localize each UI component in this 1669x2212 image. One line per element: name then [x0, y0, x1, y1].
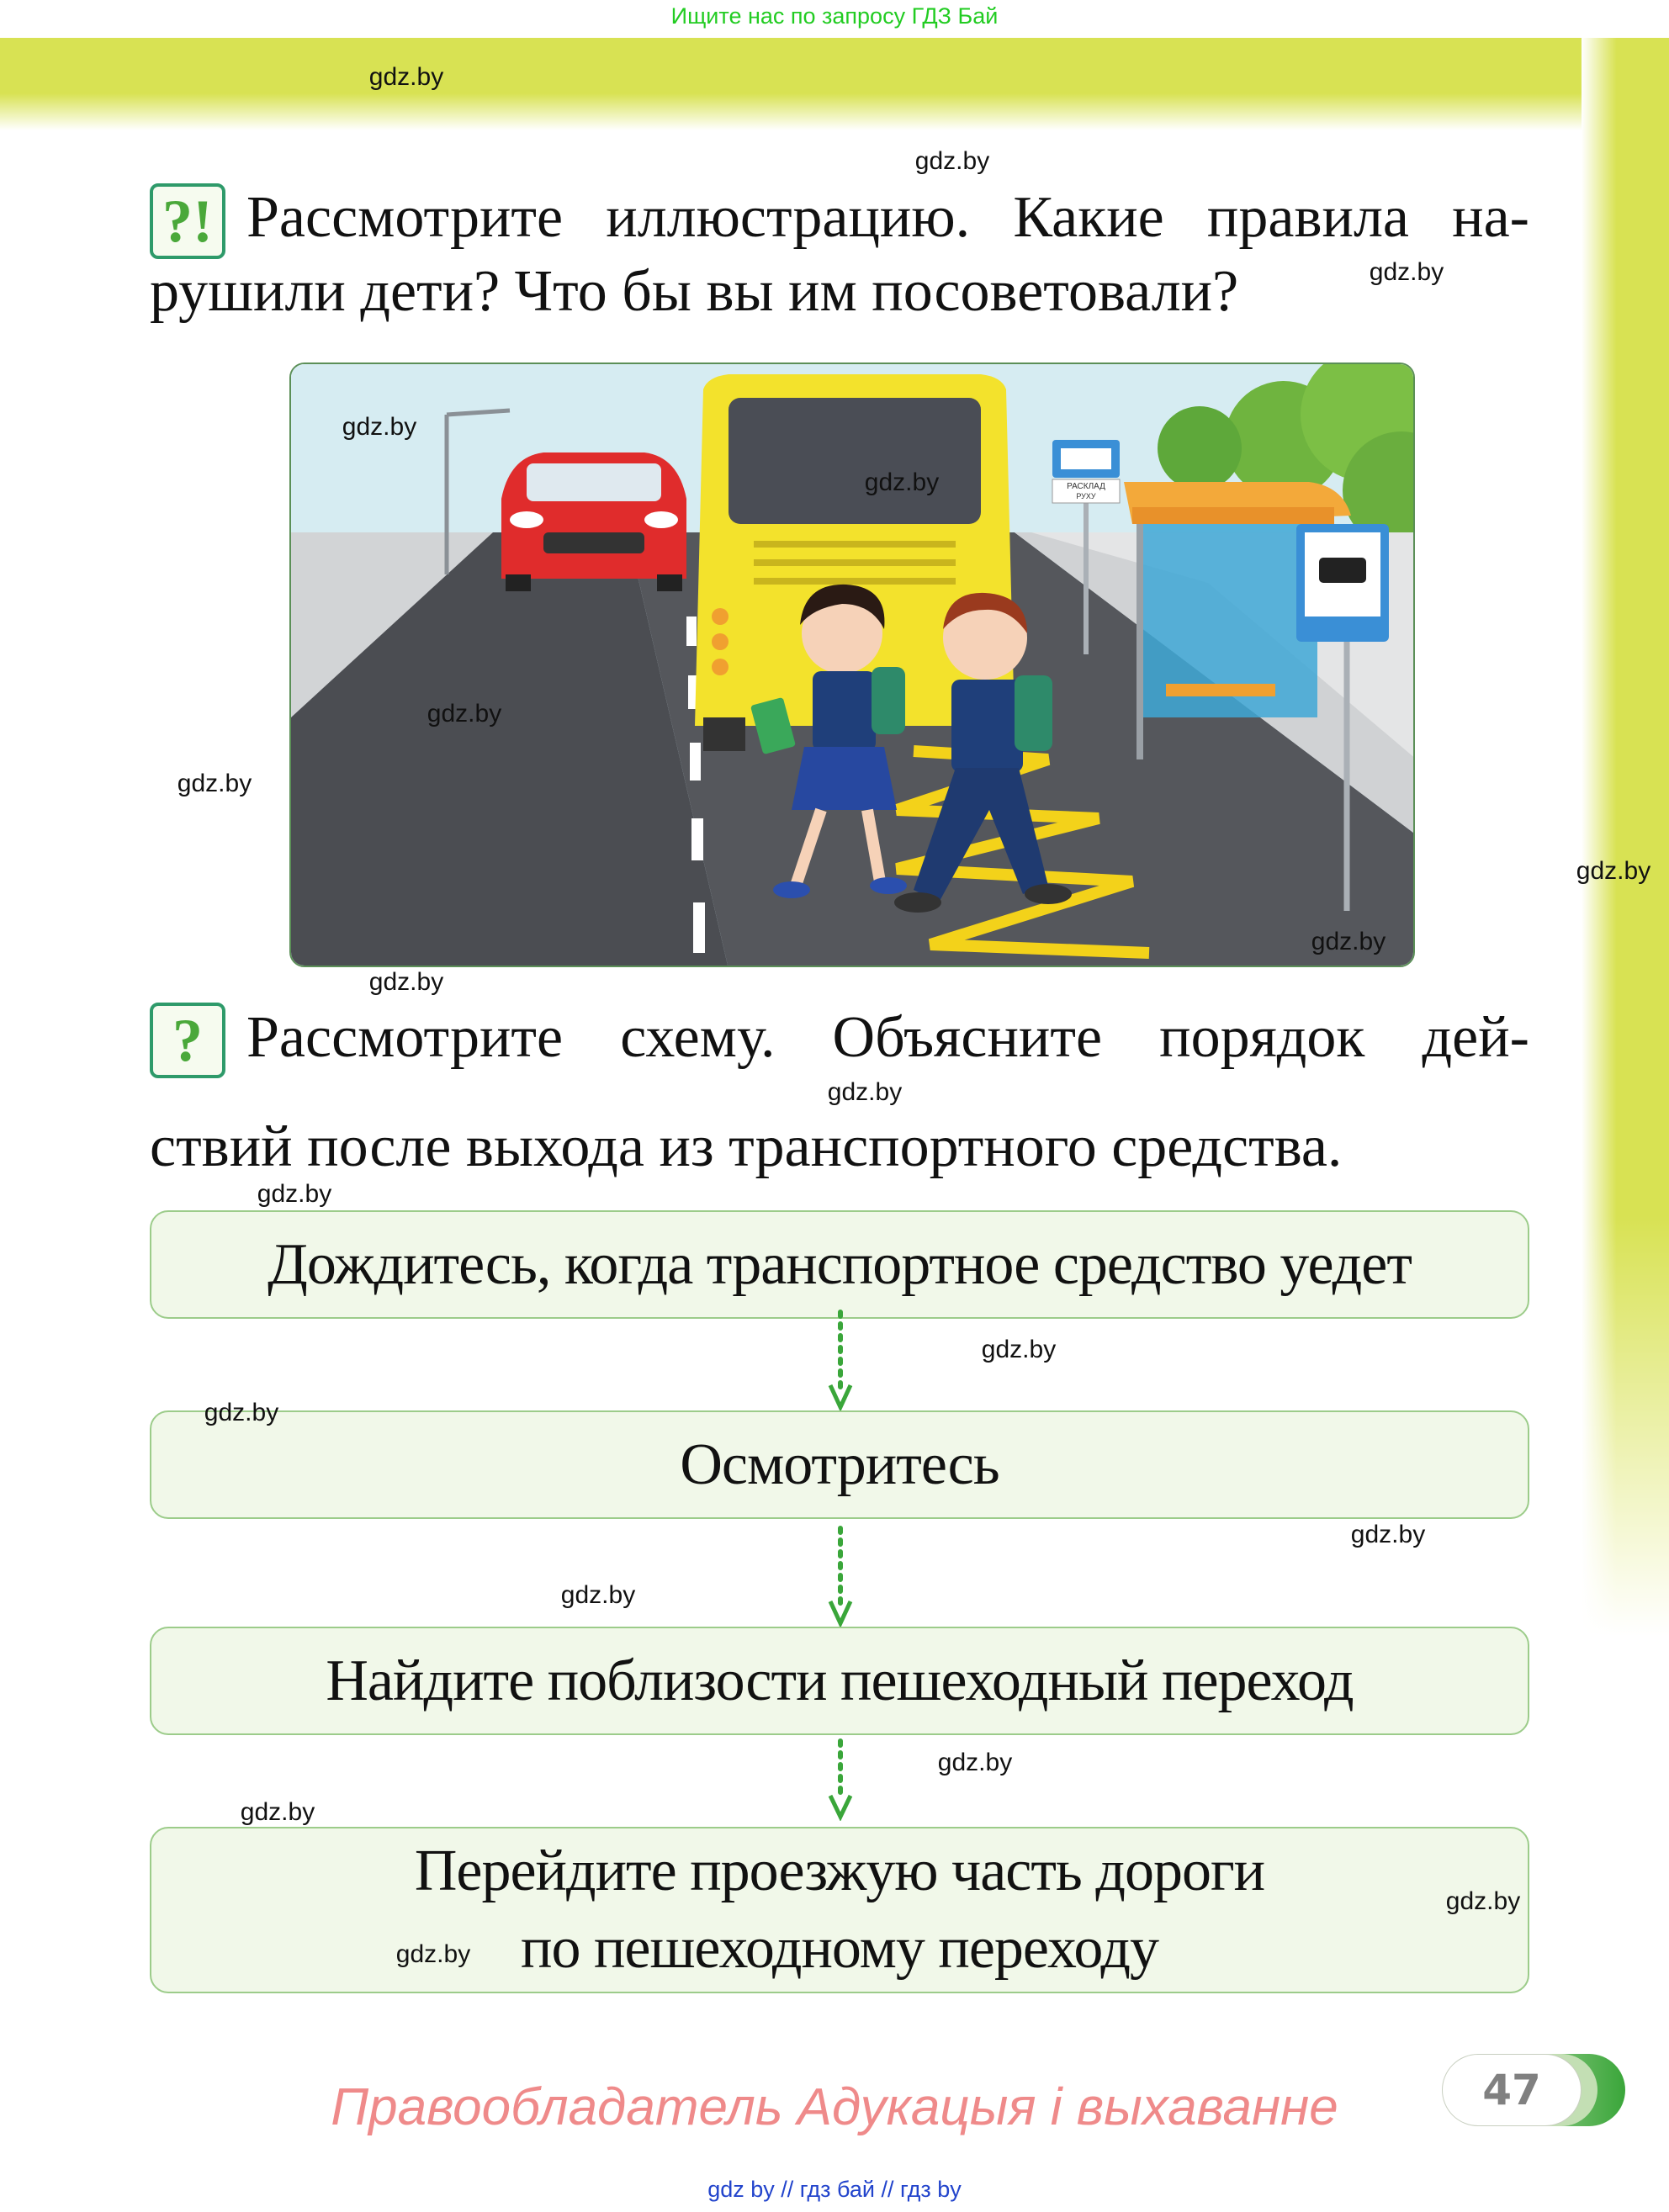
watermark: gdz.by [827, 1078, 903, 1106]
step-box-3 [150, 1627, 1529, 1735]
watermark: gdz.by [395, 1940, 471, 1968]
watermark: gdz.by [368, 968, 444, 996]
watermark: gdz.by [1445, 1887, 1521, 1915]
question-exclamation-icon: ?! [150, 183, 225, 259]
watermark: gdz.by [914, 147, 990, 175]
arrow-down-icon [828, 1524, 853, 1629]
page-number: 47 [1442, 2054, 1582, 2126]
bottom-links[interactable]: gdz by // гдз бай // гдз by [707, 2177, 962, 2202]
schedule-sign-text-1: РАСКЛАД [1067, 482, 1105, 491]
task1-line1: Рассмотрите иллюстрацию. Какие правила на- [246, 185, 1529, 250]
step-box-1 [150, 1210, 1529, 1319]
step-box-4 [150, 1827, 1529, 1993]
task1-line2: рушили дети? Что бы вы им посоветовали? [150, 259, 1239, 324]
arrow-down-icon [828, 1308, 853, 1413]
watermark: gdz.by [1369, 258, 1444, 286]
watermark: gdz.by [864, 468, 940, 496]
watermark: gdz.by [937, 1749, 1013, 1776]
copyright-notice: Правообладатель Адукацыя і выхаванне [331, 2078, 1338, 2136]
step-4-text-line2: по пешеходному переходу [520, 1916, 1158, 1981]
watermark: gdz.by [342, 413, 417, 441]
watermark: gdz.by [1311, 928, 1386, 955]
task2-line2: ствий после выхода из транспортного средства. [150, 1114, 1343, 1179]
watermark: gdz.by [368, 63, 444, 91]
schedule-sign-text-2: РУХУ [1076, 492, 1096, 500]
task1-text [150, 181, 1529, 329]
watermark: gdz.by [204, 1399, 279, 1426]
question-icon: ? [150, 1003, 225, 1078]
decorative-band-right [1582, 38, 1669, 1636]
watermark: gdz.by [427, 700, 502, 728]
watermark: gdz.by [240, 1798, 315, 1826]
step-box-2 [150, 1410, 1529, 1519]
watermark: gdz.by [177, 770, 252, 797]
task2-line1: Рассмотрите схему. Объясните порядок дей- [246, 1005, 1529, 1070]
watermark: gdz.by [1576, 857, 1651, 885]
decorative-band-top [0, 38, 1669, 130]
watermark: gdz.by [560, 1581, 636, 1609]
search-hint: Ищите нас по запросу ГДЗ Бай [670, 3, 999, 29]
red-car [501, 452, 686, 591]
watermark: gdz.by [981, 1336, 1057, 1363]
road-illustration [289, 362, 1415, 967]
watermark: gdz.by [1350, 1521, 1426, 1548]
page-number-badge [1442, 2054, 1625, 2126]
step-1-text: Дождитесь, когда транспортное средство уедет [268, 1231, 1412, 1297]
step-2-text: Осмотритесь [680, 1431, 999, 1497]
step-4-text-line1: Перейдите проезжую часть дороги [414, 1839, 1265, 1903]
step-3-text: Найдите поблизости пешеходный переход [326, 1648, 1354, 1713]
watermark: gdz.by [257, 1180, 332, 1208]
arrow-down-icon [828, 1737, 853, 1821]
